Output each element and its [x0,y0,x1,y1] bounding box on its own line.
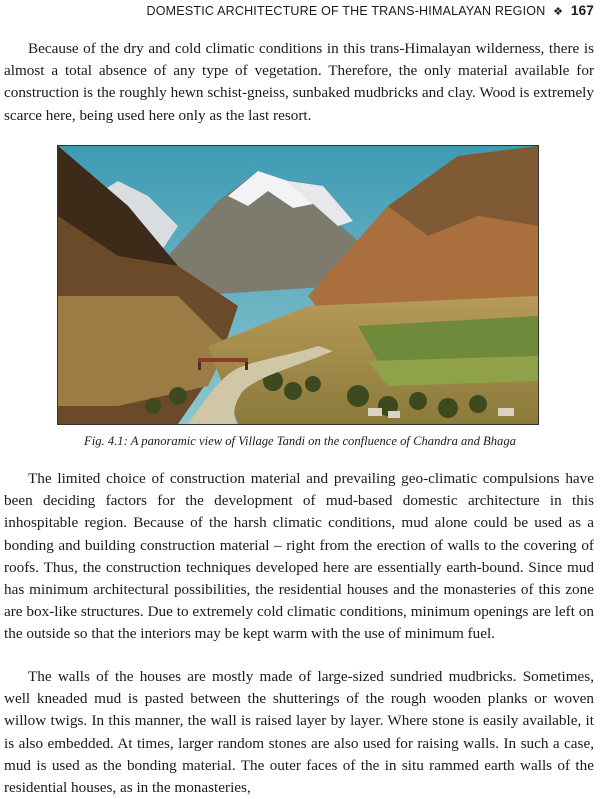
landscape-photo [58,146,538,424]
figure-caption: Fig. 4.1: A panoramic view of Village Tandi on the confluence of Chandra and Bhaga [84,434,516,448]
figure-photo-village-tandi [57,145,539,425]
ornament-separator: ❖ [553,6,564,18]
paragraph-walls: The walls of the houses are mostly made of large-sized sundried mudbricks. Sometimes, well kneaded mud is pasted between the shutterings of the rough wooden planks or woven willow twigs. In this manner, the wall is raised layer by layer. Where stone is easily available, it is also embedded. At times, larger random stones are also used for raising walls. In such a case, mud is used as the bonding material. The outer faces of the in situ rammed earth walls of the residential houses, as in the monasteries, [4,668,594,797]
running-header [0,3,594,18]
running-title: DOMESTIC ARCHITECTURE OF THE TRANS-HIMALAYAN REGION [146,4,546,18]
paragraph-vegetation: Because of the dry and cold climatic conditions in this trans-Himalayan wilderness, there is almost a total absence of any type of vegetation. Therefore, the only material available for construction is the roughly hewn schist-gneiss, sunbaked mudbricks and clay. Wood is extremely scarce here, being used here only as the last resort. [4,40,594,124]
paragraph-construction-material: The limited choice of construction material and prevailing geo-climatic compulsions have been deciding factors for the development of mud-based domestic architecture in this inhospitable region. Because of the harsh climatic conditions, mud alone could be used as a bonding and building construction material – right from the erection of walls to the covering of roofs. Thus, the construction techniques developed here are essentially earth-bound. Since mud has minimum architectural possibilities, the residential houses and the monasteries of this zone are box-like structures. Due to extremely cold climatic conditions, minimum openings are left on the outside so that the interiors may be kept warm with the use of minimum fuel. [4,470,594,643]
page-number: 167 [570,3,594,18]
